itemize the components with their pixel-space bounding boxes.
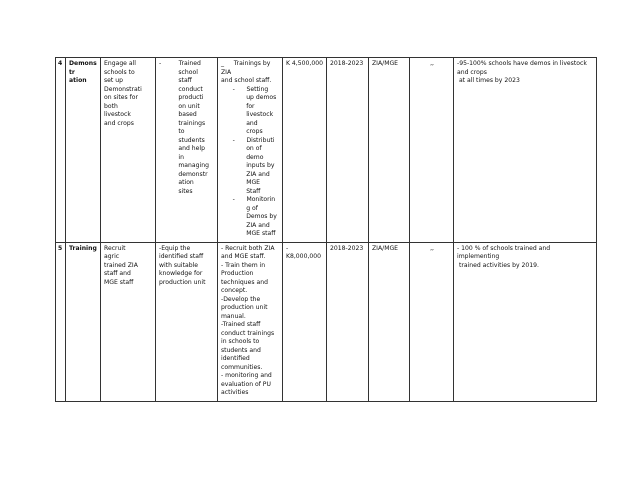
objective-cell: Recruit agric trained ZIA staff and MGE staff	[101, 242, 156, 401]
table-row	[56, 242, 597, 401]
plan-table	[55, 57, 597, 402]
ditto-cell: ,,	[410, 58, 454, 243]
target-cell: - 100 % of schools trained and implementing trained activities by 2019.	[454, 242, 597, 401]
activities-cell: -Equip the identified staff with suitable knowledge for production unit	[156, 242, 218, 401]
period-cell: 2018-2023	[327, 242, 369, 401]
ditto-cell: ,,	[410, 242, 454, 401]
budget-cell: - K8,000,000	[283, 242, 327, 401]
focus-area: Demonstr ation	[66, 58, 101, 243]
outputs-cell: - Recruit both ZIA and MGE staff. - Train them in Production techniques and concept. -Develop the production unit manual. -Trained staff conduct trainings in schools to students and identified communities. - monitoring and evaluation of PU activities	[218, 242, 283, 401]
target-cell: -95-100% schools have demos in livestock and crops at all times by 2023	[454, 58, 597, 243]
focus-area: Training	[66, 242, 101, 401]
row-number: 5	[56, 242, 66, 401]
row-number: 4	[56, 58, 66, 243]
responsible-cell: ZIA/MGE	[369, 242, 410, 401]
budget-cell: K 4,500,000	[283, 58, 327, 243]
outputs-cell: _ Trainings by ZIA and school staff. - Setting up demos for livestock and crops - Distributi on of demo inputs by ZIA and MGE Staff - Monitorin g of Demos by ZIA and MGE staff	[218, 58, 283, 243]
activities-cell: - Trained school staff conduct producti on unit based trainings to students and help in managing demonstr ation sites	[156, 58, 218, 243]
table-row	[56, 58, 597, 243]
responsible-cell: ZIA/MGE	[369, 58, 410, 243]
period-cell: 2018-2023	[327, 58, 369, 243]
objective-cell: Engage all schools to set up Demonstrati on sites for both livestock and crops	[101, 58, 156, 243]
